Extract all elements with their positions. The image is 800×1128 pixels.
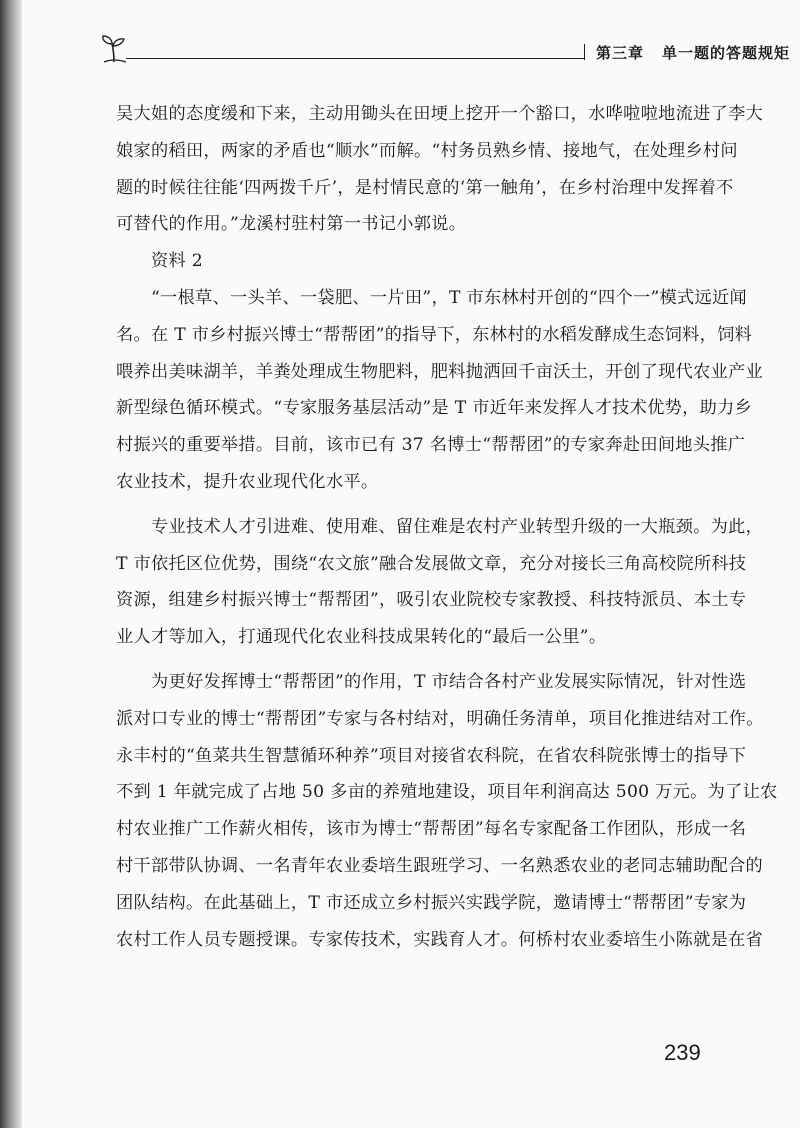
text-line: 农村工作人员专题授课。专家传技术，实践育人才。何桥村农业委培生小陈就是在省 [116, 929, 764, 950]
scan-binding-edge [0, 0, 22, 1128]
chapter-title: 单一题的答题规矩 [662, 44, 791, 62]
text-line: 题的时候往往能‘四两拨千斤’，是村情民意的‘第一触角’，在乡村治理中发挥着不 [116, 177, 734, 198]
text-line: 村农业推广工作薪火相传，该市为博士“帮帮团”每名专家配备工作团队，形成一名 [116, 819, 747, 840]
text-line: 村振兴的重要举措。目前，该市已有 37 名博士“帮帮团”的专家奔赴田间地头推广 [116, 435, 746, 456]
paragraph [116, 664, 778, 958]
text-line: 业人才等加入，打通现代化农业科技成果转化的“最后一公里”。 [116, 627, 607, 648]
header-rule [126, 58, 584, 59]
header-divider [584, 44, 591, 60]
running-header [100, 30, 791, 70]
text-line: 资源，组建乡村振兴博士“帮帮团”，吸引农业院校专家教授、科技特派员、本土专 [116, 590, 747, 611]
text-line: 可替代的作用。”龙溪村驻村第一书记小郭说。 [116, 214, 467, 235]
text-line: 娘家的稻田，两家的矛盾也“顺水”而解。“村务员熟乡情、接地气，在处理乡村问 [116, 140, 738, 161]
sprout-icon [100, 34, 128, 64]
text-line: 永丰村的“鱼菜共生智慧循环种养”项目对接省农科院，在省农科院张博士的指导下 [116, 745, 747, 766]
page-body [116, 96, 778, 958]
header-chapter [596, 42, 790, 63]
text-line: 团队结构。在此基础上，T 市还成立乡村振兴实践学院，邀请博士“帮帮团”专家为 [116, 892, 747, 913]
text-line: T 市依托区位优势，围绕“农文旅”融合发展做文章，充分对接长三角高校院所科技 [116, 553, 747, 574]
paragraph [116, 280, 764, 501]
text-line: 专业技术人才引进难、使用难、留住难是农村产业转型升级的一大瓶颈。为此， [116, 516, 764, 537]
page-number: 239 [664, 1040, 701, 1065]
text-line: 不到 1 年就完成了占地 50 多亩的养殖地建设，项目年利润高达 500 万元。为了让农 [116, 782, 778, 803]
text-line: 村干部带队协调、一名青年农业委培生跟班学习、一名熟悉农业的老同志辅助配合的 [116, 855, 764, 876]
text-line: 喂养出美味湖羊，羊粪处理成生物肥料，肥料抛洒回千亩沃土，开创了现代农业产业 [116, 361, 764, 382]
text-line: 为更好发挥博士“帮帮团”的作用，T 市结合各村产业发展实际情况，针对性选 [116, 671, 747, 692]
text-line: 资料 2 [116, 251, 203, 272]
paragraph [116, 509, 764, 656]
text-line: 吴大姐的态度缓和下来，主动用锄头在田埂上挖开一个豁口，水哗啦啦地流进了李大 [116, 104, 764, 124]
text-line: 农业技术，提升农业现代化水平。 [116, 471, 379, 492]
chapter-number: 第三章 [596, 44, 645, 62]
text-line: 新型绿色循环模式。“专家服务基层活动”是 T 市近年来发挥人才技术优势，助力乡 [116, 398, 753, 419]
section-heading [116, 243, 700, 280]
paragraph [116, 96, 764, 243]
text-line: “一根草、一头羊、一袋肥、一片田”，T 市东林村开创的“四个一”模式远近闻 [116, 287, 747, 308]
text-line: 派对口专业的博士“帮帮团”专家与各村结对，明确任务清单，项目化推进结对工作。 [116, 708, 764, 729]
text-line: 名。在 T 市乡村振兴博士“帮帮团”的指导下，东林村的水稻发酵成生态饲料，饲料 [116, 324, 753, 345]
